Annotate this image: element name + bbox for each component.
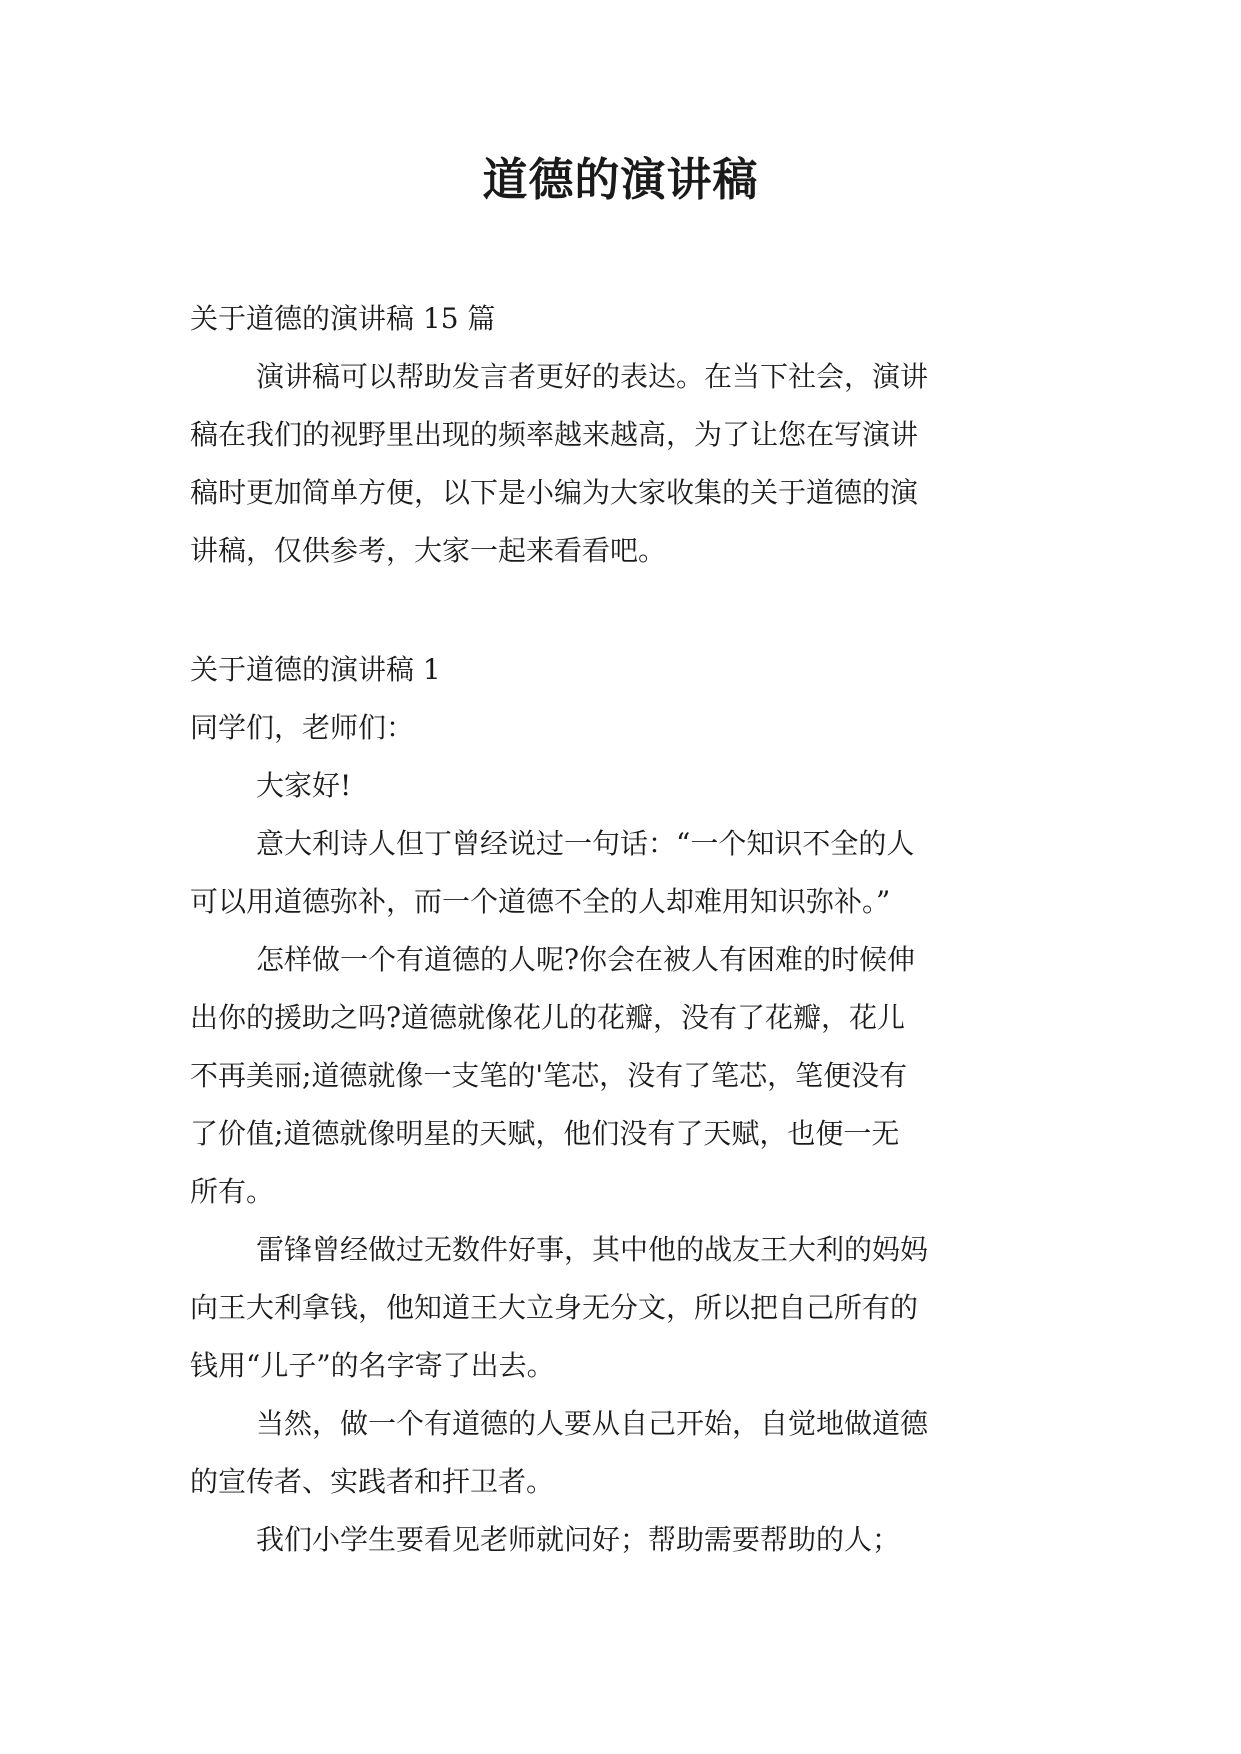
speech-paragraph xyxy=(190,815,1060,931)
speech-paragraph xyxy=(190,931,1060,1221)
paragraph-line: 的宣传者、实践者和扞卫者。 xyxy=(190,1465,555,1498)
intro-line: 稿时更加简单方便，以下是小编为大家收集的关于道德的演 xyxy=(190,476,919,509)
paragraph-line: 了价值;道德就像明星的天赋，他们没有了天赋，也便一无 xyxy=(190,1117,900,1150)
paragraph-line: 向王大利拿钱，他知道王大立身无分文，所以把自己所有的 xyxy=(190,1291,919,1324)
paragraph-line: 出你的援助之吗?道德就像花儿的花瓣，没有了花瓣，花儿 xyxy=(190,1001,906,1034)
intro-line: 稿在我们的视野里出现的频率越来越高，为了让您在写演讲 xyxy=(190,418,919,451)
speech-paragraph xyxy=(190,1221,1060,1395)
page-title: 道德的演讲稿 xyxy=(482,153,759,206)
speech-section xyxy=(190,641,1060,1569)
document-subtitle: 关于道德的演讲稿 15 篇 xyxy=(190,302,496,335)
greeting: 大家好! xyxy=(256,769,352,802)
intro-section xyxy=(190,290,1060,580)
paragraph-line: 可以用道德弥补，而一个道德不全的人却难用知识弥补。” xyxy=(190,885,891,918)
intro-line: 讲稿，仅供参考，大家一起来看看吧。 xyxy=(190,534,667,567)
paragraph-line: 所有。 xyxy=(190,1175,275,1208)
paragraph-line: 意大利诗人但丁曾经说过一句话：“一个知识不全的人 xyxy=(256,827,915,860)
paragraph-line: 怎样做一个有道德的人呢?你会在被人有困难的时候伸 xyxy=(256,943,916,976)
salutation: 同学们，老师们： xyxy=(190,711,415,744)
paragraph-line: 当然，做一个有道德的人要从自己开始，自觉地做道德 xyxy=(256,1407,929,1440)
paragraph-line: 我们小学生要看见老师就问好；帮助需要帮助的人； xyxy=(256,1523,901,1556)
intro-paragraph xyxy=(190,348,1060,580)
paragraph-line: 雷锋曾经做过无数件好事，其中他的战友王大利的妈妈 xyxy=(256,1233,929,1266)
speech-paragraph xyxy=(190,1395,1060,1511)
paragraph-line: 不再美丽;道德就像一支笔的'笔芯，没有了笔芯，笔便没有 xyxy=(190,1059,908,1092)
paragraph-line: 钱用“儿子”的名字寄了出去。 xyxy=(190,1349,555,1382)
section-heading: 关于道德的演讲稿 1 xyxy=(190,653,441,686)
intro-line: 演讲稿可以帮助发言者更好的表达。在当下社会，演讲 xyxy=(256,360,929,393)
speech-paragraph xyxy=(190,1511,1060,1569)
